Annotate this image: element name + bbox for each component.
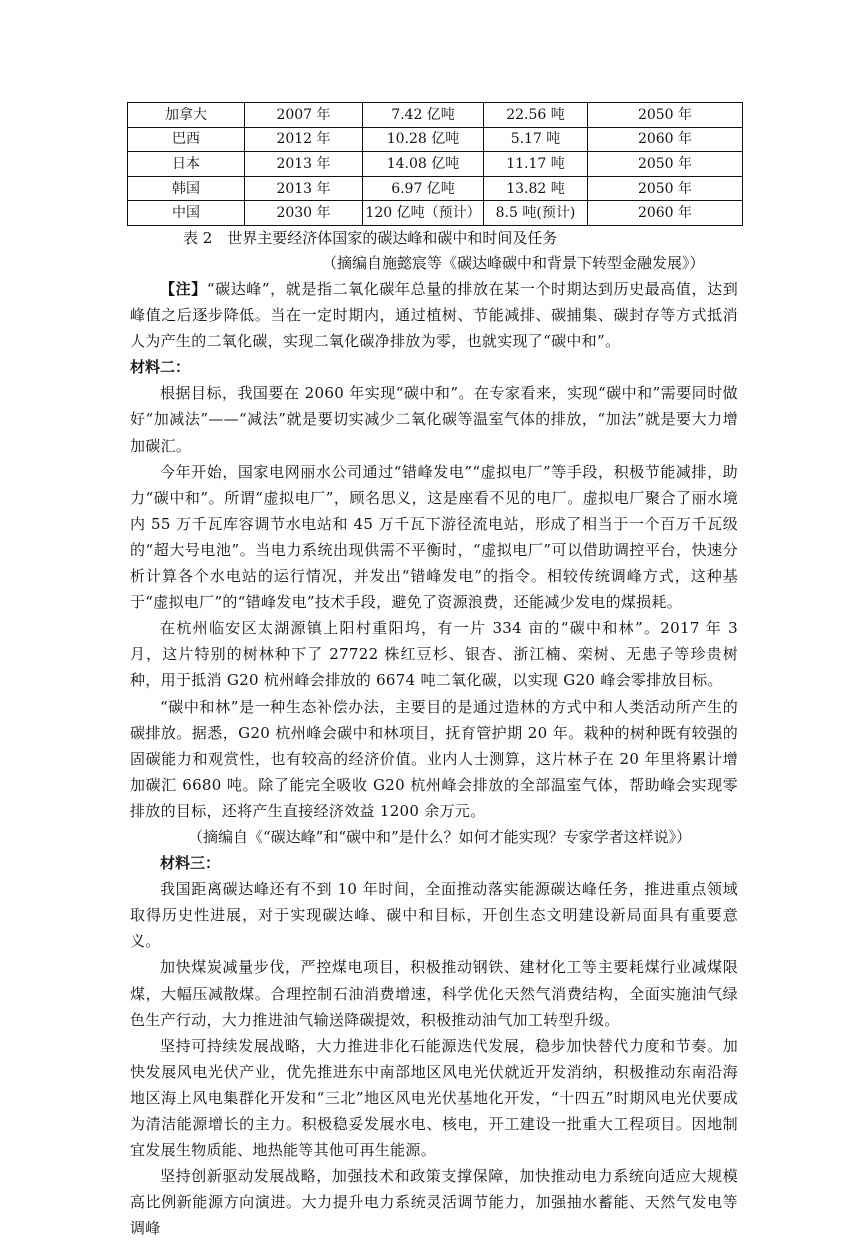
- material2-paragraph: 在杭州临安区太湖源镇上阳村重阳坞，有一片 334 亩的“碳中和林”。2017 年 3 月，这片特别的树林种下了 27722 株红豆杉、银杏、浙江楠、栾树、无患子等珍贵树种，用于抵消 G20 杭州峰会排放的 6674 吨二氧化碳，以实现 G20 峰会零排放目标。: [130, 619, 738, 690]
- material3-paragraph: 我国距离碳达峰还有不到 10 年时间，全面推动落实能源碳达峰任务，推进重点领域取得历史性进展，对于实现碳达峰、碳中和目标，开创生态文明建设新局面具有重要意义。: [130, 880, 738, 951]
- neutral-year-cell: 2060 年: [588, 201, 743, 226]
- per-capita-cell: 8.5 吨(预计): [484, 201, 588, 226]
- note-text: “碳达峰”，就是指二氧化碳年总量的排放在某一个时期达到历史最高值，达到峰值之后逐步降低。当在一定时期内，通过植树、节能减排、碳捕集、碳封存等方式抵消人为产生的二氧化碳，实现二氧化碳净排放为零，也就实现了“碳中和”。: [130, 280, 738, 351]
- material2-paragraph: “碳中和林”是一种生态补偿办法，主要目的是通过造林的方式中和人类活动所产生的碳排放。据悉，G20 杭州峰会碳中和林项目，抚育管护期 20 年。栽种的树种既有较强的固碳能力和观赏性，也有较高的经济价值。业内人士测算，这片林子在 20 年里将累计增加碳汇 6680 吨。除了能完全吸收 G20 杭州峰会排放的全部温室气体，帮助峰会实现零排放的目标，还将产生直接经济效益 1200 余万元。: [130, 697, 738, 820]
- emission-table: [127, 102, 743, 226]
- per-capita-cell: 13.82 吨: [484, 176, 588, 201]
- country-cell: 巴西: [128, 127, 245, 152]
- material2-source: （摘编自《“碳达峰”和“碳中和”是什么？如何才能实现？专家学者这样说》）: [188, 827, 692, 846]
- material3-paragraph: 加快煤炭减量步伐，严控煤电项目，积极推动钢铁、建材化工等主要耗煤行业减煤限煤，大幅压减散煤。合理控制石油消费增速，科学优化天然气消费结构，全面实施油气绿色生产行动，大力推进油气输送降碳提效，积极推动油气加工转型升级。: [130, 958, 738, 1029]
- table-source: （摘编自施懿宸等《碳达峰碳中和背景下转型金融发展》）: [322, 254, 705, 272]
- country-cell: 中国: [128, 201, 245, 226]
- neutral-year-cell: 2050 年: [588, 103, 743, 128]
- table-caption: 表 2 世界主要经济体国家的碳达峰和碳中和时间及任务: [183, 229, 558, 247]
- emission-cell: 6.97 亿吨: [363, 176, 484, 201]
- table-row: [128, 176, 743, 201]
- peak-year-cell: 2007 年: [245, 103, 363, 128]
- neutral-year-cell: 2060 年: [588, 127, 743, 152]
- peak-year-cell: 2012 年: [245, 127, 363, 152]
- per-capita-cell: 22.56 吨: [484, 103, 588, 128]
- peak-year-cell: 2013 年: [245, 152, 363, 177]
- country-cell: 加拿大: [128, 103, 245, 128]
- note-paragraph: [130, 276, 738, 354]
- emission-cell: 120 亿吨（预计）: [363, 201, 484, 226]
- material2-paragraph: 今年开始，国家电网丽水公司通过“错峰发电”“虚拟电厂”等手段，积极节能减排，助力“碳中和”。所谓“虚拟电厂”，顾名思义，这是座看不见的电厂。虚拟电厂聚合了丽水境内 55 万千瓦库容调节水电站和 45 万千瓦下游径流电站，形成了相当于一个百万千瓦级的“超大号电池”。当电力系统出现供需不平衡时，“虚拟电厂”可以借助调控平台，快速分析计算各个水电站的运行情况，并发出“错峰发电”的指令。相较传统调峰方式，这种基于“虚拟电厂”的“错峰发电”技术手段，避免了资源浪费，还能减少发电的煤损耗。: [130, 462, 738, 612]
- per-capita-cell: 5.17 吨: [484, 127, 588, 152]
- table-row: [128, 201, 743, 226]
- peak-year-cell: 2030 年: [245, 201, 363, 226]
- neutral-year-cell: 2050 年: [588, 176, 743, 201]
- country-cell: 韩国: [128, 176, 245, 201]
- material2-heading: 材料二：: [130, 358, 191, 377]
- table-row: [128, 127, 743, 152]
- per-capita-cell: 11.17 吨: [484, 152, 588, 177]
- table-row: [128, 103, 743, 128]
- material2-paragraph: 根据目标，我国要在 2060 年实现“碳中和”。在专家看来，实现“碳中和”需要同时做好“加减法”——“减法”就是要切实减少二氧化碳等温室气体的排放，“加法”就是要大力增加碳汇。: [130, 384, 738, 455]
- table-row: [128, 152, 743, 177]
- emission-cell: 10.28 亿吨: [363, 127, 484, 152]
- emission-cell: 7.42 亿吨: [363, 103, 484, 128]
- note-label: 【注】: [160, 280, 207, 298]
- material3-heading: 材料三：: [160, 854, 221, 873]
- article-body: [130, 276, 738, 1241]
- peak-year-cell: 2013 年: [245, 176, 363, 201]
- material3-paragraph: 坚持可持续发展战略，大力推进非化石能源迭代发展，稳步加快替代力度和节奏。加快发展风电光伏产业，优先推进东中南部地区风电光伏就近开发消纳，积极推动东南沿海地区海上风电集群化开发和“三北”地区风电光伏基地化开发，“十四五”时期风电光伏要成为清洁能源增长的主力。积极稳妥发展水电、核电，开工建设一批重大工程项目。因地制宜发展生物质能、地热能等其他可再生能源。: [130, 1036, 738, 1160]
- neutral-year-cell: 2050 年: [588, 152, 743, 177]
- material3-paragraph: 坚持创新驱动发展战略，加强技术和政策支撑保障，加快推动电力系统向适应大规模高比例新能源方向演进。大力提升电力系统灵活调节能力，加强抽水蓄能、天然气发电等调峰: [130, 1167, 738, 1238]
- country-cell: 日本: [128, 152, 245, 177]
- emission-cell: 14.08 亿吨: [363, 152, 484, 177]
